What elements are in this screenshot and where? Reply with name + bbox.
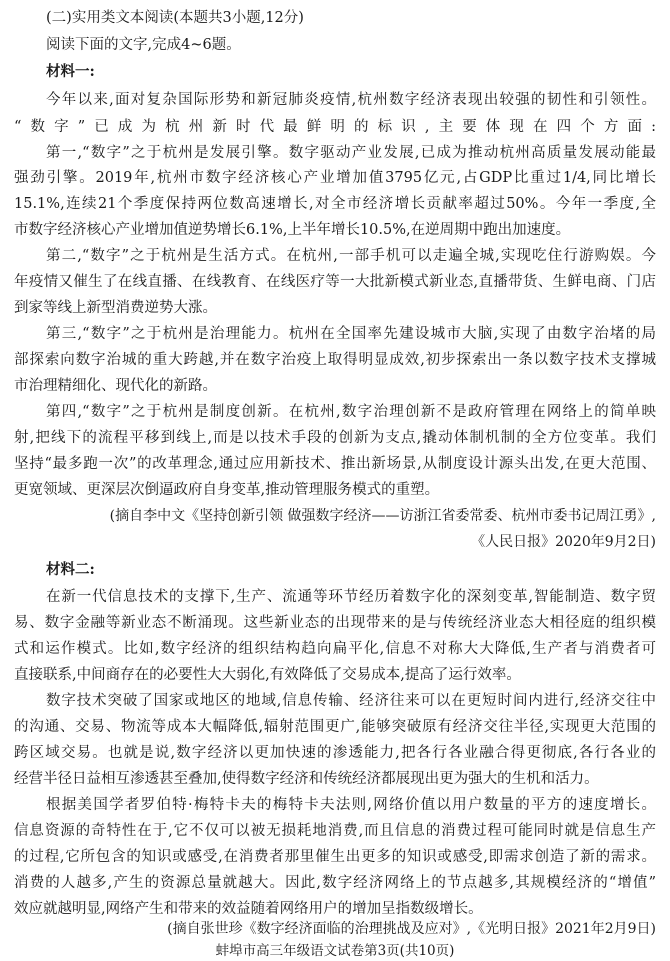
material-one-title: 材料一: [46,63,95,80]
material-two-line: 直接联系,中间商存在的必要性大大弱化,有效降低了交易成本,提高了运行效率。 [14,667,521,683]
material-two-line: 消费的人越多,产生的资源总量就越大。因此,数字经济网络上的节点越多,其规模经济的“增值” [14,875,656,891]
material-two-line: 的过程,它所包含的知识或感受,在消费者那里催生出更多的知识或感受,即需求创造了新的需求。 [14,849,656,865]
material-two-line: 的沟通、交易、物流等成本大幅降低,辐射范围更广,能够突破原有经济交往半径,实现更大范围的 [14,719,656,735]
material-one-line: 第四,“数字”之于杭州是制度创新。在杭州,数字治理创新不是政府管理在网络上的简单映 [46,404,656,420]
material-two-line: 易、数字金融等新业态不断涌现。这些新业态的出现带来的是与传统经济业态大相径庭的组织模 [14,615,656,631]
material-one-line: “数字”已成为杭州新时代最鲜明的标识,主要体现在四个方面: [14,119,656,135]
material-one-line: 坚持“最多跑一次”的改革理念,通过应用新技术、推出新场景,从制度设计源头出发,在更大范围、 [14,456,656,472]
material-one-source-date: 《人民日报》2020年9月2日) [471,534,656,550]
section-header: (二)实用类文本阅读(本题共3小题,12分) [46,10,304,26]
instruction: 阅读下面的文字,完成4~6题。 [46,37,241,53]
material-two-title: 材料二: [46,561,95,578]
material-two-line: 信息资源的奇特性在于,它不仅可以被无损耗地消费,而且信息的消费过程可能同时就是信息生产 [14,823,656,839]
material-two-line: 式和运作模式。比如,数字经济的组织结构趋向扁平化,信息不对称大大降低,生产者与消费者可 [14,641,656,657]
material-one-line: 强劲引擎。2019年,杭州市数字经济核心产业增加值3795亿元,占GDP比重过1/4,同比增长 [14,170,656,186]
material-one-source: (摘自李中文《坚持创新引领 做强数字经济——访浙江省委常委、杭州市委书记周江勇》, [109,508,656,524]
material-one-line: 15.1%,连续21个季度保持两位数高速增长,对全市经济增长贡献率超过50%。今年一季度,全 [14,196,656,212]
material-one-line: 市治理精细化、现代化的新路。 [14,378,217,394]
page-footer: 蚌埠市高三年级语文试卷第3页(共10页) [215,943,455,959]
material-two-line: 效应就越明显,网络产生和带来的效益随着网络用户的增加呈指数级增长。 [14,901,483,917]
material-one-line: 第一,“数字”之于杭州是发展引擎。数字驱动产业发展,已成为推动杭州高质量发展动能最 [46,145,656,161]
material-two-line: 跨区域交易。也就是说,数字经济以更加快速的渗透能力,把各行各业融合得更彻底,各行各业的 [14,745,656,761]
material-one-line: 市数字经济核心产业增加值逆势增长6.1%,上半年增长10.5%,在逆周期中跑出加速度。 [14,222,571,238]
material-two-line: 经营半径日益相互渗透甚至叠加,使得数字经济和传统经济都展现出更为强大的生机和活力。 [14,771,599,787]
material-one-line: 部探索向数字治城的重大跨越,并在数字治疫上取得明显成效,初步探索出一条以数字技术支撑城 [14,352,656,368]
material-one-line: 射,把线下的流程平移到线上,而是以技术手段的创新为支点,撬动体制机制的全方位变革。我们 [14,430,656,446]
material-two-line: 数字技术突破了国家或地区的地域,信息传输、经济往来可以在更短时间内进行,经济交往中 [46,693,656,709]
material-one-line: 更宽领域、更深层次倒逼政府自身变革,推动管理服务模式的重塑。 [14,482,440,498]
material-two-line: 根据美国学者罗伯特·梅特卡夫的梅特卡夫法则,网络价值以用户数量的平方的速度增长。 [46,797,656,813]
material-one-line: 第三,“数字”之于杭州是治理能力。杭州在全国率先建设城市大脑,实现了由数字治堵的局 [46,326,656,342]
material-one-line: 今年以来,面对复杂国际形势和新冠肺炎疫情,杭州数字经济表现出较强的韧性和引领性。 [46,92,656,108]
material-one-line: 年疫情又催生了在线直播、在线教育、在线医疗等一大批新模式新业态,直播带货、生鲜电商、门店 [14,274,656,290]
material-two-line: 在新一代信息技术的支撑下,生产、流通等环节经历着数字化的深刻变革,智能制造、数字贸 [46,589,656,605]
material-one-line: 第二,“数字”之于杭州是生活方式。在杭州,一部手机可以走遍全城,实现吃住行游购娱。今 [46,248,656,264]
material-two-source: (摘自张世珍《数字经济面临的治理挑战及应对》,《光明日报》2021年2月9日) [167,921,656,937]
material-one-line: 到家等线上新型消费逆势大涨。 [14,300,217,316]
